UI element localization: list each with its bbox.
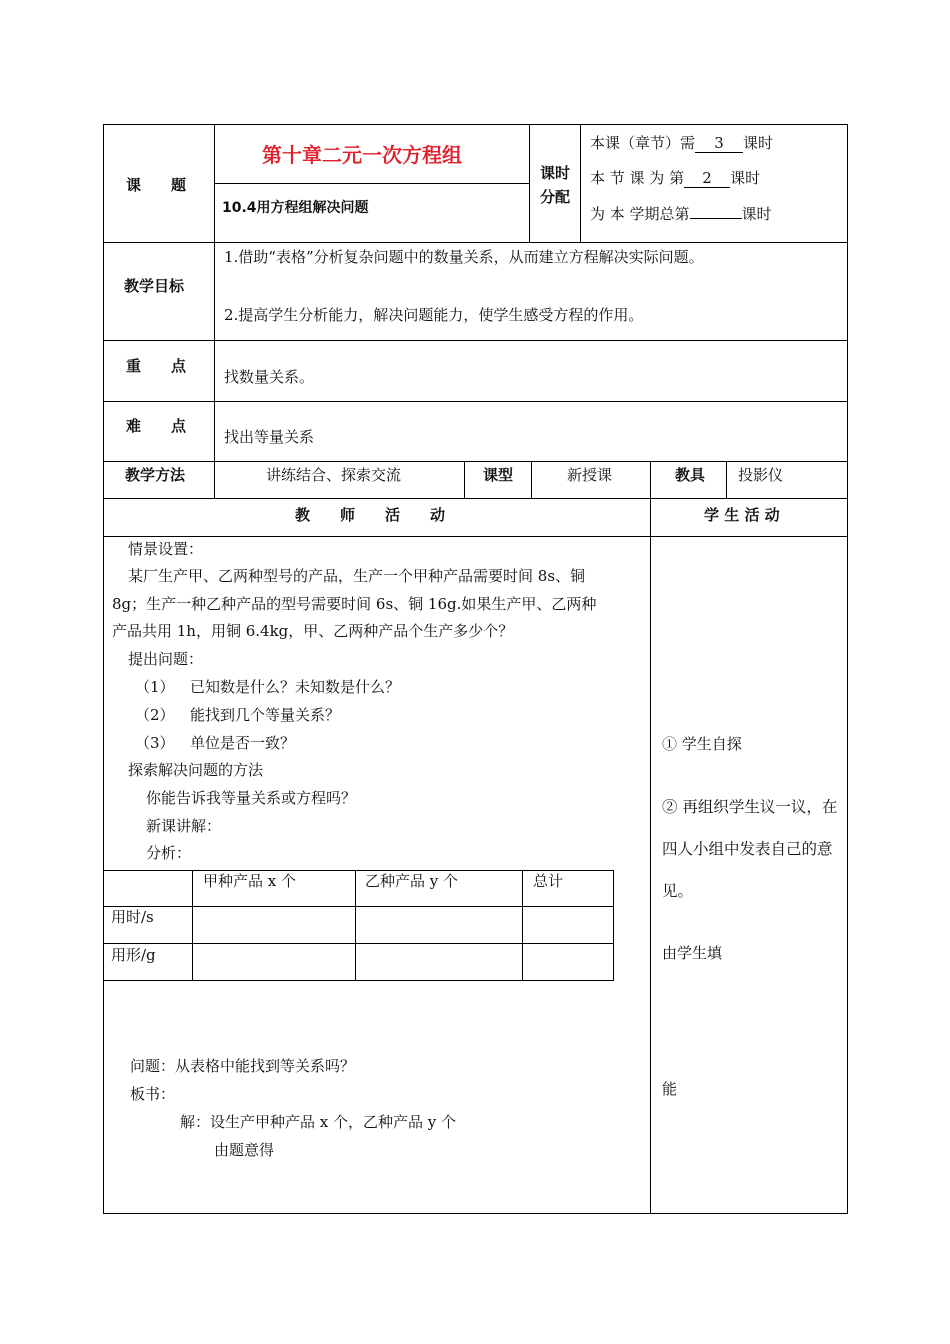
goal-item-2: 2.提高学生分析能力，解决问题能力，使学生感受方程的作用。: [224, 306, 644, 324]
col-divider: [650, 461, 651, 1214]
lesson-title: 第十章二元一次方程组: [262, 143, 462, 167]
question-1-number: （1）: [135, 678, 175, 696]
key-point-label: 重 点: [126, 357, 187, 375]
method-value: 讲练结合、探索交流: [266, 466, 402, 484]
col-divider: [214, 124, 215, 498]
table-row-copper: 用形/g: [111, 946, 156, 964]
table-header-total: 总计: [533, 872, 564, 890]
teacher-activity-header: 教 师 活 动: [295, 506, 446, 524]
row-divider: [103, 536, 848, 537]
question-2: 能找到几个等量关系？: [190, 706, 341, 724]
analysis-table-border: [103, 906, 614, 907]
row-divider: [103, 498, 848, 499]
analysis-table-border: [522, 870, 523, 980]
difficulty-text: 找出等量关系: [224, 428, 315, 446]
tool-value: 投影仪: [738, 466, 784, 484]
alloc-blank-2[interactable]: 2: [684, 170, 730, 188]
board-label: 板书：: [130, 1085, 176, 1103]
scene-title: 情景设置：: [128, 540, 204, 558]
type-label: 课型: [483, 466, 514, 484]
analysis-table-border: [613, 870, 614, 980]
col-divider: [726, 461, 727, 498]
question-3: 单位是否一致？: [190, 734, 296, 752]
ask-title: 提出问题：: [128, 650, 204, 668]
col-divider: [531, 461, 532, 498]
type-value: 新授课: [567, 466, 613, 484]
alloc-line-1: 本课（章节）需 3 课时: [590, 134, 774, 152]
goals-label: 教学目标: [124, 277, 185, 295]
analysis-table-border: [103, 980, 614, 981]
solution-line-2: 由题意得: [214, 1141, 275, 1159]
col-divider: [464, 461, 465, 498]
table-header-a: 甲种产品 x 个: [203, 872, 296, 890]
lesson-subtitle: 10.4用方程组解决问题: [222, 200, 369, 216]
scene-line-3: 产品共用 1h，用铜 6.4kg，甲、乙两种产品个生产多少个？: [112, 622, 514, 640]
col-divider: [529, 124, 530, 242]
student-step-3: 由学生填: [662, 944, 723, 962]
question-2-number: （2）: [135, 706, 175, 724]
question-3-number: （3）: [135, 734, 175, 752]
period-label-2: 分配: [540, 188, 571, 206]
alloc-blank-1[interactable]: 3: [695, 135, 743, 153]
alloc-line-2: 本 节 课 为 第 2 课时: [590, 169, 761, 187]
table-row-time: 用时/s: [111, 908, 154, 926]
table-question: 问题：从表格中能找到等关系吗？: [130, 1057, 356, 1075]
tool-label: 教具: [675, 466, 706, 484]
key-point-text: 找数量关系。: [224, 368, 315, 386]
student-step-1: ① 学生自探: [662, 735, 742, 753]
analysis-table-border: [192, 870, 193, 980]
table-header-b: 乙种产品 y 个: [365, 872, 459, 890]
difficulty-label: 难 点: [126, 417, 187, 435]
student-step-2: ② 再组织学生议一议，在四人小组中发表自己的意见。: [662, 798, 838, 900]
analysis-table-border: [103, 943, 614, 944]
title-divider: [214, 183, 530, 184]
period-label-1: 课时: [540, 164, 571, 182]
alloc-blank-3[interactable]: [690, 218, 742, 219]
explore-title: 探索解决问题的方法: [128, 761, 264, 779]
explore-question: 你能告诉我等量关系或方程吗？: [146, 789, 357, 807]
subject-label: 课 题: [126, 176, 187, 194]
col-divider: [580, 124, 581, 242]
analysis-label: 分析：: [146, 844, 192, 862]
student-activity-header: 学 生 活 动: [704, 506, 780, 524]
scene-line-1: 某厂生产甲、乙两种型号的产品，生产一个甲种产品需要时间 8s、铜: [128, 567, 586, 585]
goal-item-1: 1.借助“表格”分析复杂问题中的数量关系，从而建立方程解决实际问题。: [224, 248, 704, 266]
analysis-table-border: [355, 870, 356, 980]
scene-line-2: 8g；生产一种乙种产品的型号需要时间 6s、铜 16g.如果生产甲、乙两种: [112, 595, 597, 613]
question-1: 已知数是什么？未知数是什么？: [190, 678, 401, 696]
method-label: 教学方法: [125, 466, 186, 484]
student-step-4: 能: [662, 1080, 678, 1098]
solution-line: 解：设生产甲种产品 x 个，乙种产品 y 个: [180, 1113, 457, 1131]
alloc-line-3: 为 本 学期总第 课时: [590, 205, 772, 223]
new-lesson-label: 新课讲解：: [146, 817, 222, 835]
